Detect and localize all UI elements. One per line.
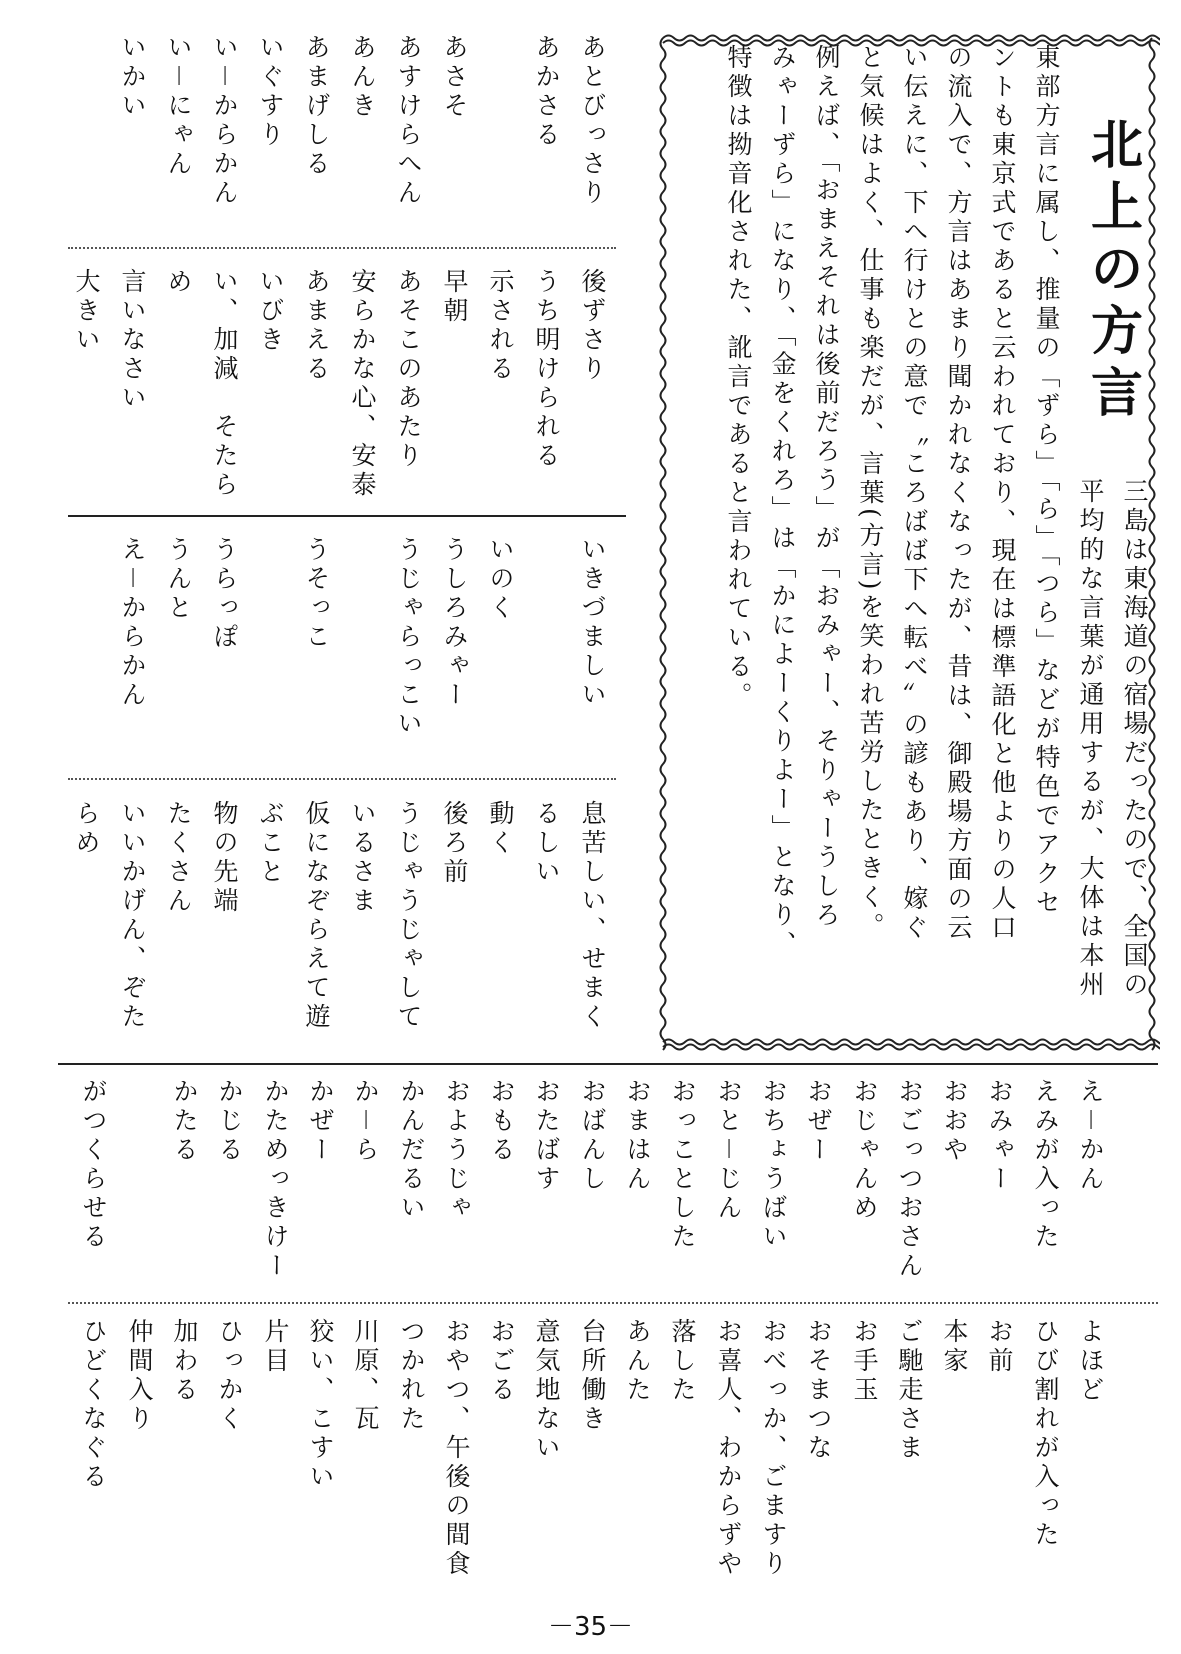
standard-meaning: 息苦しい、せまく	[578, 800, 607, 1032]
dialect-word: い－にゃん	[164, 34, 193, 180]
title-char: 言	[1090, 363, 1143, 424]
intro-line: い伝えに、下へ行けとの意で〝ころばば下へ転べ〟の諺もあり、嫁ぐ	[900, 44, 929, 943]
solid-divider	[58, 1063, 1158, 1065]
standard-meaning: 動く	[486, 800, 515, 858]
standard-meaning: 本家	[940, 1318, 969, 1376]
standard-meaning: たくさん	[164, 800, 193, 916]
dialect-word: あんき	[348, 34, 377, 121]
standard-meaning: いびき	[256, 268, 285, 355]
page-number: －35－	[547, 1612, 634, 1642]
intro-line: 東部方言に属し、推量の「ずら」「ら」「つら」などが特色でアクセ	[1032, 44, 1061, 918]
dialect-word: うじゃらっこい	[394, 536, 423, 739]
standard-meaning: め	[164, 268, 193, 297]
standard-meaning: ひび割れが入った	[1031, 1318, 1060, 1550]
standard-meaning: 狡い、こすい	[306, 1318, 335, 1492]
dialect-word: かためっきけー	[261, 1078, 290, 1281]
intro-line: みゃーずら」になり、「金をくれろ」は「かによーくりよー」となり、	[768, 44, 797, 960]
dialect-word: おまはん	[623, 1078, 652, 1194]
intro-line: ントも東京式であると云われており、現在は標準語化と他よりの人口	[988, 44, 1017, 943]
dialect-word: いのく	[486, 536, 515, 623]
standard-meaning: 仲間入り	[125, 1318, 154, 1434]
dialect-word: おっことした	[668, 1078, 697, 1252]
dialect-word: いぐすり	[256, 34, 285, 150]
dialect-word: えみが入った	[1031, 1078, 1060, 1252]
standard-meaning: おそまつな	[804, 1318, 833, 1463]
intro-line: 例えば、「おまえそれは後前だろう」が「おみゃー、そりゃーうしろ	[812, 44, 841, 931]
standard-meaning: 安らかな心、安泰	[348, 268, 377, 500]
standard-meaning: あんた	[623, 1318, 652, 1405]
dialect-word: おちょうばい	[759, 1078, 788, 1252]
standard-meaning: お手玉	[850, 1318, 879, 1405]
intro-line: の流入で、方言はあまり聞かれなくなったが、昔は、御殿場方面の云	[944, 44, 973, 943]
standard-meaning: つかれた	[397, 1318, 426, 1434]
dialect-word: あかさる	[532, 34, 561, 150]
standard-meaning: 加わる	[170, 1318, 199, 1405]
dialect-word: うそっこ	[302, 536, 331, 652]
dialect-word: あとびっさり	[578, 34, 607, 208]
dialect-word: いかい	[118, 34, 147, 121]
standard-meaning: お前	[985, 1318, 1014, 1376]
standard-meaning: 言いなさい	[118, 268, 147, 413]
standard-meaning: ぶこと	[256, 800, 285, 887]
dotted-divider	[68, 247, 616, 249]
dialect-word: かぜー	[306, 1078, 335, 1165]
dialect-word: おごっつおさん	[895, 1078, 924, 1281]
standard-meaning: 早朝	[440, 268, 469, 326]
standard-meaning: らめ	[72, 800, 101, 858]
standard-meaning: 落した	[668, 1318, 697, 1405]
standard-meaning: 物の先端	[210, 800, 239, 916]
dialect-word: かたる	[170, 1078, 199, 1165]
standard-meaning: 示される	[486, 268, 515, 384]
intro-line: 特徴は拗音化された、訛言であると言われている。	[724, 44, 753, 711]
standard-meaning: 意気地ない	[532, 1318, 561, 1463]
dialect-word: かじる	[215, 1078, 244, 1165]
title-char: 方	[1090, 301, 1143, 362]
title-char: 上	[1090, 177, 1143, 238]
dialect-word: かんだるい	[397, 1078, 426, 1223]
standard-meaning: あそこのあたり	[394, 268, 423, 471]
standard-meaning: 後ずさり	[578, 268, 607, 384]
dialect-word: いきづましい	[578, 536, 607, 710]
dialect-word: おと－じん	[714, 1078, 743, 1224]
dialect-word: おみゃー	[985, 1078, 1014, 1194]
dialect-word: うらっぽ	[210, 536, 239, 652]
dialect-word: おたばす	[532, 1078, 561, 1194]
standard-meaning: うち明けられる	[532, 268, 561, 471]
dialect-word: うしろみゃー	[440, 536, 469, 710]
standard-meaning: い、加減 そたら	[210, 268, 239, 500]
standard-meaning: あまえる	[302, 268, 331, 384]
dotted-divider	[68, 1302, 1158, 1304]
standard-meaning: 川原、瓦	[351, 1318, 380, 1434]
dialect-word: うんと	[164, 536, 193, 623]
standard-meaning: 片目	[261, 1318, 290, 1376]
standard-meaning: いるさま	[348, 800, 377, 916]
dialect-word: か－ら	[351, 1078, 380, 1166]
dialect-word: おもる	[487, 1078, 516, 1165]
standard-meaning: ご馳走さま	[895, 1318, 924, 1463]
solid-divider	[68, 515, 626, 517]
standard-meaning: 大きい	[72, 268, 101, 355]
standard-meaning: おごる	[487, 1318, 516, 1405]
dialect-word: あさそ	[440, 34, 469, 121]
intro-line: と気候はよく、仕事も楽だが、言葉(方言)を笑われ苦労したときく。	[856, 44, 885, 942]
standard-meaning: おやつ、午後の間食	[442, 1318, 471, 1579]
standard-meaning: るしい	[532, 800, 561, 887]
standard-meaning: よほど	[1076, 1318, 1105, 1405]
standard-meaning: 台所働き	[578, 1318, 607, 1434]
title-char: 北	[1090, 115, 1143, 176]
dialect-word: え－かん	[1076, 1078, 1105, 1195]
standard-meaning: おべっか、ごますり	[759, 1318, 788, 1579]
dialect-word: い－からかん	[210, 34, 239, 209]
dialect-word: がつくらせる	[79, 1078, 108, 1252]
dotted-divider	[68, 778, 616, 780]
intro-line: 平均的な言葉が通用するが、大体は本州	[1076, 478, 1105, 1000]
dialect-word: おばんし	[578, 1078, 607, 1194]
frame-wave	[663, 1045, 1160, 1050]
standard-meaning: ひどくなぐる	[79, 1318, 108, 1492]
dialect-word: あまげしる	[302, 34, 331, 179]
frame-wave	[661, 38, 666, 1050]
dialect-word: え－からかん	[118, 536, 147, 711]
dialect-word: おじゃんめ	[850, 1078, 879, 1223]
standard-meaning: いいかげん、ぞた	[118, 800, 147, 1032]
dialect-word: あすけらへん	[394, 34, 423, 208]
standard-meaning: お喜人、わからずや	[714, 1318, 743, 1579]
intro-line: 三島は東海道の宿場だったので、全国の	[1120, 478, 1149, 1000]
dialect-word: おようじゃ	[442, 1078, 471, 1223]
standard-meaning: ひっかく	[215, 1318, 244, 1434]
standard-meaning: 後ろ前	[440, 800, 469, 887]
dialect-word: おぜー	[804, 1078, 833, 1165]
standard-meaning: 仮になぞらえて遊	[302, 800, 331, 1032]
standard-meaning: うじゃうじゃして	[394, 800, 423, 1032]
title-char: の	[1090, 239, 1143, 300]
dialect-word: おおや	[940, 1078, 969, 1165]
